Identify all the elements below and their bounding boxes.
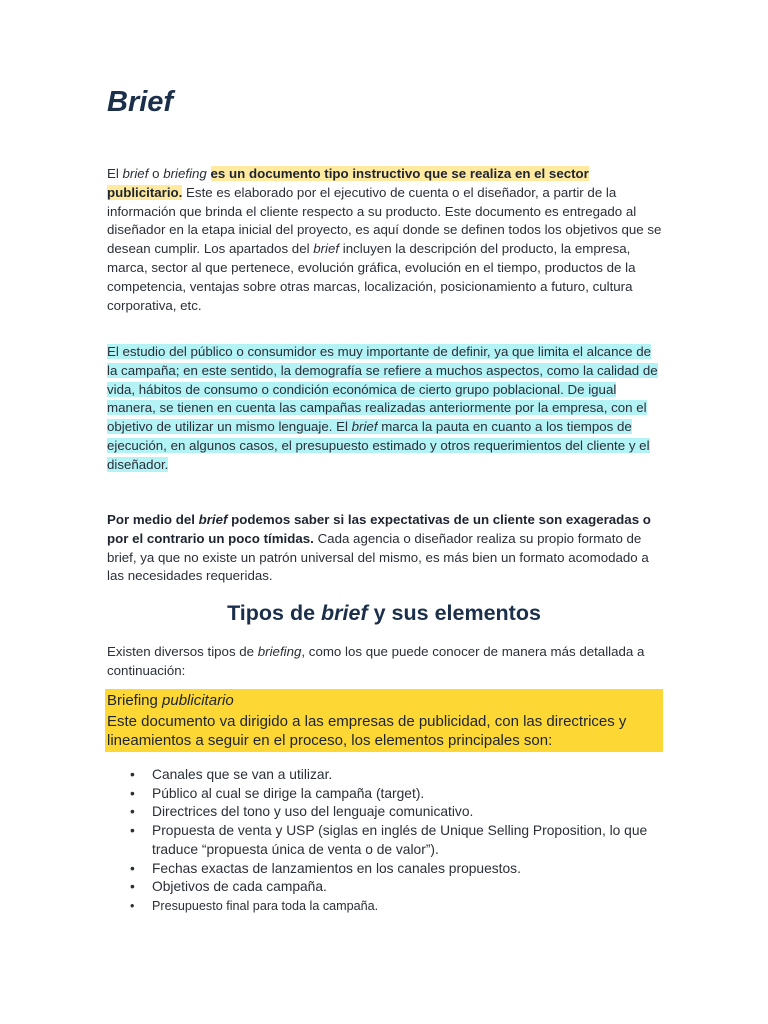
section-heading-text: y sus elementos: [367, 601, 541, 625]
list-item: [130, 897, 670, 916]
expectations-term-brief: brief: [198, 512, 228, 527]
list-item: [130, 785, 670, 804]
section-intro-text: Existen diversos tipos de: [107, 644, 258, 659]
intro-term-briefing: briefing: [163, 166, 207, 181]
expectations-paragraph: [107, 511, 662, 586]
audience-text: El estudio del público o consumidor es muy importante de definir, ya que limita el alcance de la campaña; en este sentido, la demografía se refiere a muchos aspectos, como la calidad de vida, hábitos de consumo o condición económica de cierto grupo poblacional. De igual manera, se tienen en cuenta las campañas realizadas anteriormente por la empresa, con el objetivo de utilizar un mismo lenguaje. El: [107, 344, 658, 435]
intro-text: El: [107, 166, 123, 181]
list-item: [130, 878, 670, 897]
briefing-publicitario-box: [105, 689, 663, 752]
list-item-text: Presupuesto final para toda la campaña.: [152, 898, 379, 913]
section-intro-text: , como los que puede conocer de manera más detallada a continuación:: [107, 644, 645, 678]
list-item-text: Público al cual se dirige la campaña (target).: [152, 785, 425, 801]
box-title-text: Briefing: [107, 692, 163, 709]
expectations-bold: podemos saber si las expectativas de un cliente son exageradas o por el contrario un poco tímidas.: [107, 512, 651, 546]
page-title: Brief: [107, 86, 174, 118]
bullet-icon: •: [130, 767, 135, 782]
section-intro-term: briefing: [257, 644, 302, 659]
intro-highlight: es un documento tipo instructivo que se realiza en el sector publicitario.: [107, 166, 589, 200]
box-description: Este documento va dirigido a las empresas de publicidad, con las directrices y lineamientos a seguir en el proceso, los elementos principales son:: [107, 713, 627, 749]
bullet-icon: •: [130, 879, 135, 895]
bullet-icon: •: [130, 860, 135, 876]
list-item: [130, 860, 670, 879]
elements-list: [130, 766, 670, 916]
bullet-icon: •: [130, 898, 135, 913]
expectations-bold: Por medio del: [107, 512, 199, 527]
bullet-icon: •: [130, 785, 135, 801]
list-item-text: Canales que se van a utilizar.: [152, 767, 333, 782]
box-title-term: publicitario: [162, 692, 234, 709]
list-item-text: Fechas exactas de lanzamientos en los canales propuestos.: [152, 860, 521, 876]
section-heading: [0, 601, 768, 626]
intro-text: [207, 166, 211, 181]
audience-term-brief: brief: [351, 419, 378, 435]
list-item-text: Directrices del tono y uso del lenguaje comunicativo.: [152, 804, 474, 820]
list-item: [130, 803, 670, 822]
audience-text: marca la pauta en cuanto a los tiempos de ejecución, en algunos casos, el presupuesto estimado y otros requerimientos del cliente y el diseñador.: [107, 419, 650, 472]
list-item: [130, 822, 670, 859]
bullet-icon: •: [130, 804, 135, 820]
section-intro: [107, 643, 662, 681]
section-heading-term: brief: [321, 601, 368, 625]
intro-paragraph: [107, 165, 662, 315]
expectations-text: Cada agencia o diseñador realiza su propio formato de brief, ya que no existe un patrón universal del mismo, es más bien un formato acomodado a las necesidades requeridas.: [107, 530, 649, 584]
intro-text: Este es elaborado por el ejecutivo de cuenta o el diseñador, a partir de la información que brinda el cliente respecto a su producto. Este documento es entregado al diseñador en la etapa inicial del proyecto, es aquí donde se definen todos los objetivos que se desean cumplir. Los apartados del: [107, 184, 662, 257]
intro-term-brief: brief: [122, 166, 149, 181]
section-heading-text: Tipos de: [227, 601, 322, 625]
bullet-icon: •: [130, 823, 135, 839]
list-item-text: Objetivos de cada campaña.: [152, 879, 327, 895]
audience-paragraph: [107, 343, 662, 475]
list-item-text: Propuesta de venta y USP (siglas en inglés de Unique Selling Proposition, lo que traduce “propuesta única de venta o de valor”).: [152, 823, 648, 857]
box-title: [107, 691, 234, 711]
list-item: [130, 766, 670, 785]
intro-text: o: [148, 166, 164, 181]
intro-text: incluyen la descripción del producto, la empresa, marca, sector al que pertenece, evolución gráfica, evolución en el tiempo, productos de la competencia, ventajas sobre otras marcas, localización, posicionamiento a futuro, cultura corporativa, etc.: [107, 241, 636, 313]
intro-term-brief: brief: [313, 241, 340, 257]
